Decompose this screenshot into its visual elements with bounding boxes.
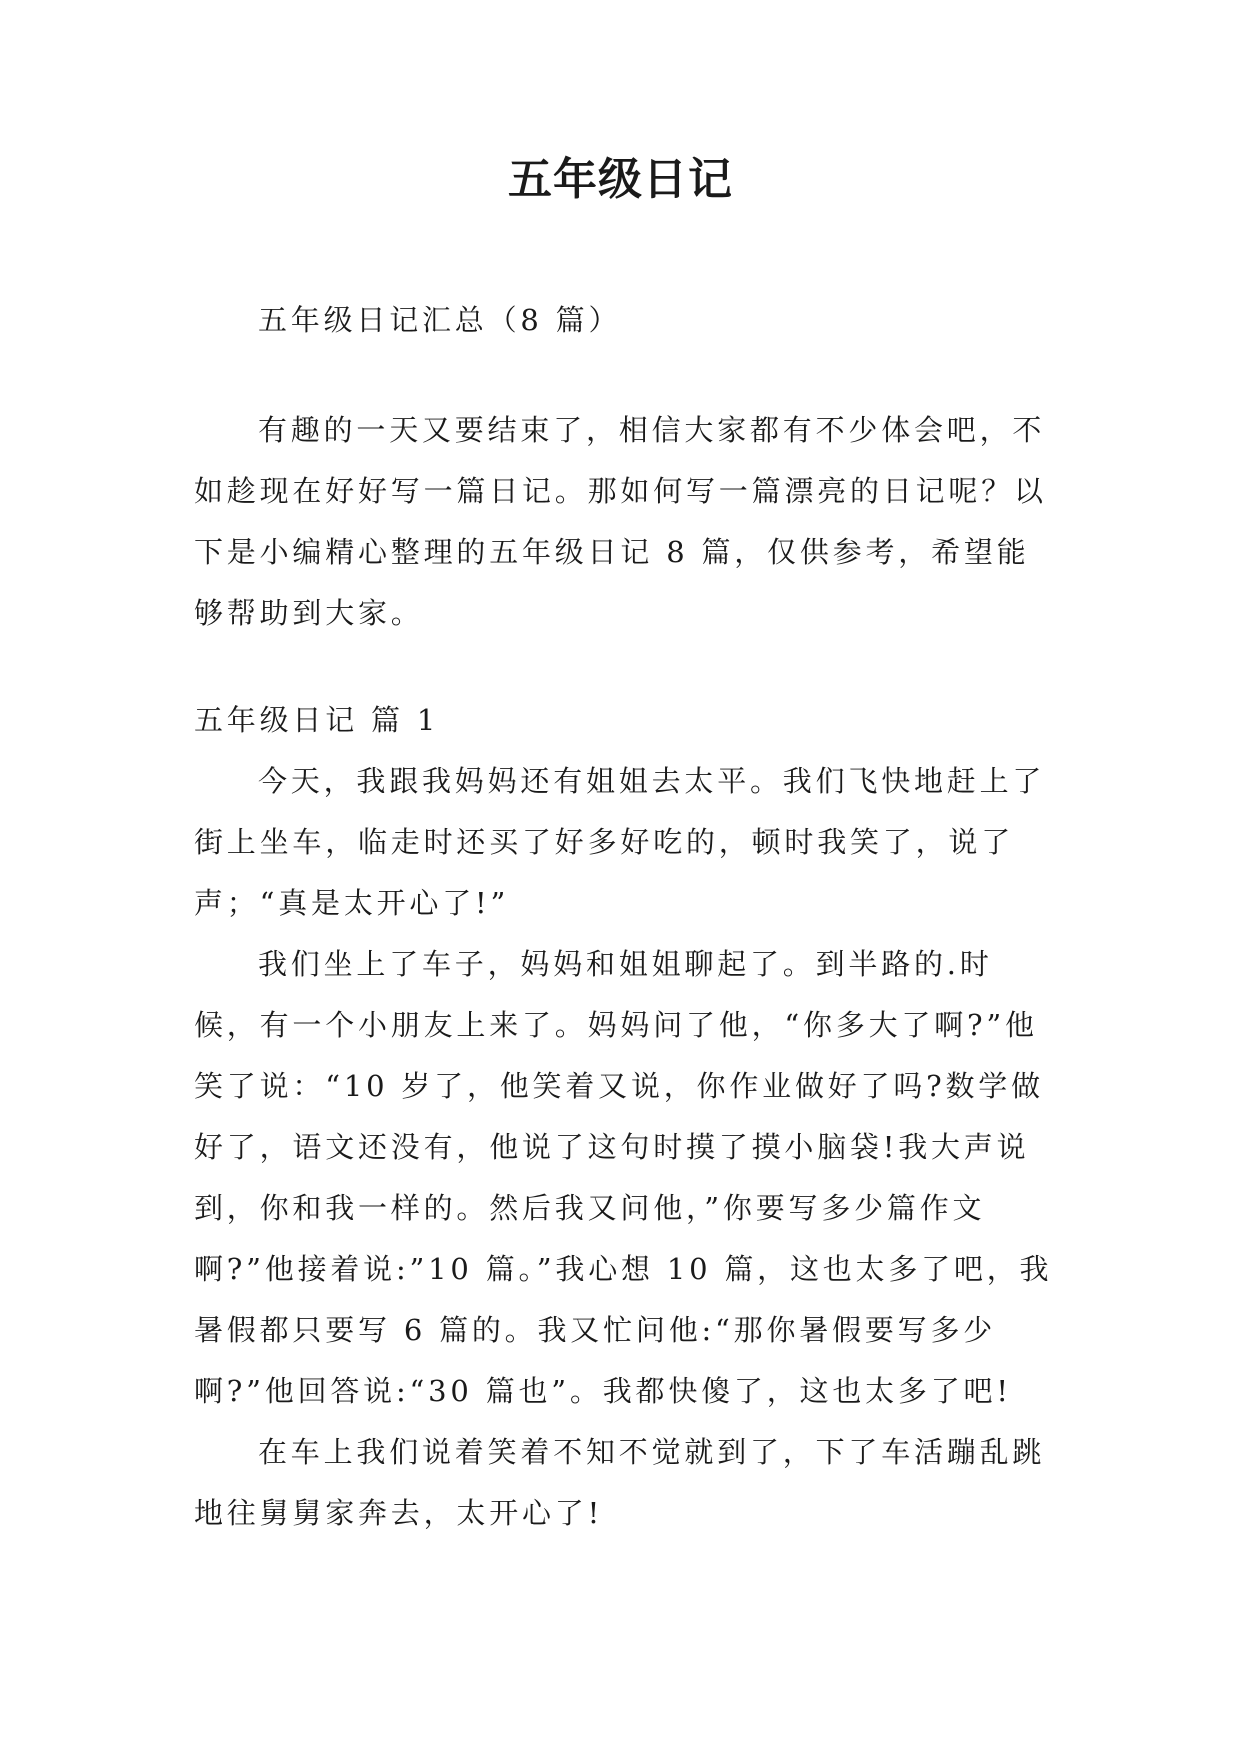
entry-paragraph: 在车上我们说着笑着不知不觉就到了，下了车活蹦乱跳地往舅舅家奔去，太开心了! <box>194 1435 1046 1530</box>
intro-paragraph: 有趣的一天又要结束了，相信大家都有不少体会吧，不如趁现在好好写一篇日记。那如何写一篇漂亮的日记呢？以下是小编精心整理的五年级日记 8 篇，仅供参考，希望能够帮助到大家。 <box>194 413 1047 630</box>
entry-paragraph: 今天，我跟我妈妈还有姐姐去太平。我们飞快地赶上了街上坐车，临走时还买了好多好吃的，顿时我笑了，说了声；“真是太开心了!” <box>194 764 1046 920</box>
document-title: 五年级日记 <box>508 154 733 205</box>
intro-section <box>194 400 1054 644</box>
entry-heading: 五年级日记 篇 1 <box>194 703 440 737</box>
document-subtitle: 五年级日记汇总（8 篇） <box>258 303 622 337</box>
diary-entry <box>194 690 1054 1544</box>
entry-paragraph: 我们坐上了车子，妈妈和姐姐聊起了。到半路的.时候，有一个小朋友上来了。妈妈问了他，“你多大了啊?”他笑了说：“10 岁了，他笑着又说，你作业做好了吗?数学做好了，语文还没有，他说了这句时摸了摸小脑袋!我大声说到，你和我一样的。然后我又问他，”你要写多少篇作文啊?”他接着说:”10 篇。”我心想 10 篇，这也太多了吧，我暑假都只要写 6 篇的。我又忙问他:“那你暑假要写多少啊?”他回答说:“30 篇也”。我都快傻了，这也太多了吧! <box>194 947 1053 1408</box>
